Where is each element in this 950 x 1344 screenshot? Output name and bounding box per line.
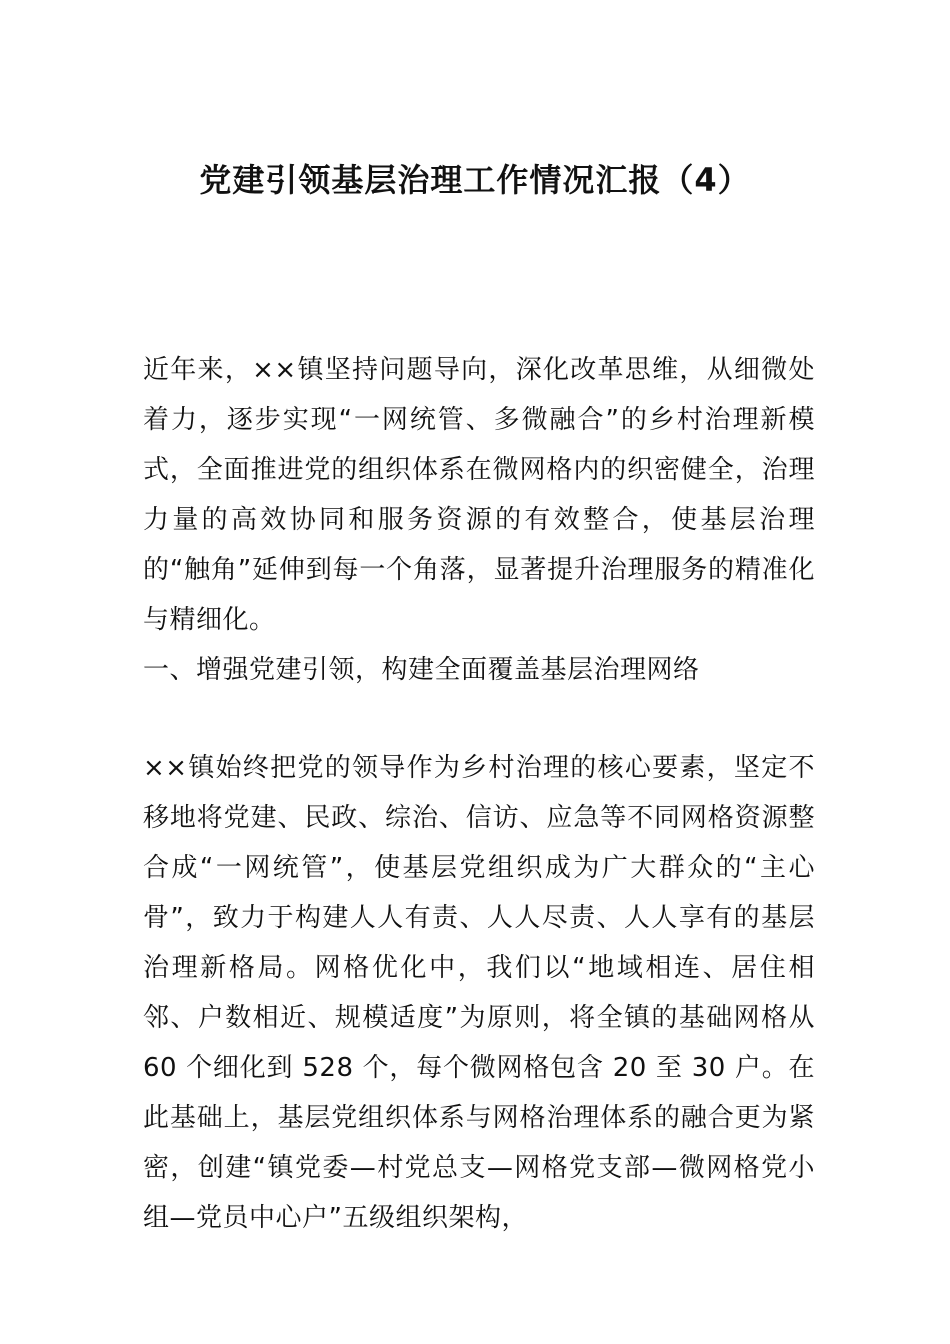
section-paragraph: ××镇始终把党的领导作为乡村治理的核心要素，坚定不移地将党建、民政、综治、信访、应急等不同网格资源整合成“一网统管”，使基层党组织成为广大群众的“主心骨”，致力于构建人人有责、人人尽责、人人享有的基层治理新格局。网格优化中，我们以“地域相连、居住相邻、户数相近、规模适度”为原则，将全镇的基础网格从 60 个细化到 528 个，每个微网格包含 20 至 30 户。在此基础上，基层党组织体系与网格治理体系的融合更为紧密，创建“镇党委—村党总支—网格党支部—微网格党小组—党员中心户”五级组织架构， (143, 753, 815, 1233)
document-title: 党建引领基层治理工作情况汇报（4） (199, 161, 751, 199)
intro-paragraph: 近年来，××镇坚持问题导向，深化改革思维，从细微处着力，逐步实现“一网统管、多微融合”的乡村治理新模式，全面推进党的组织体系在微网格内的织密健全，治理力量的高效协同和服务资源的有效整合，使基层治理的“触角”延伸到每一个角落，显著提升治理服务的精准化与精细化。 (143, 355, 815, 635)
section-heading: 一、增强党建引领，构建全面覆盖基层治理网络 (143, 655, 700, 685)
